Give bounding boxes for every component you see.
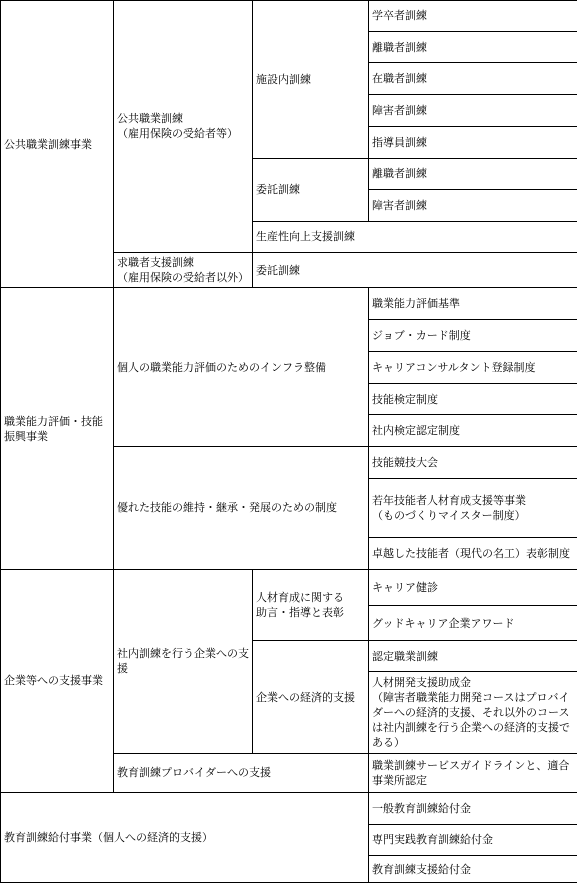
category-public-training: 公共職業訓練事業: [1, 1, 114, 288]
infra-cell: 個人の職業能力評価のためのインフラ整備: [114, 288, 369, 447]
provider-support-cell: 教育訓練プロバイダーへの支援: [114, 753, 369, 792]
in-facility-item: 学卒者訓練: [369, 1, 577, 32]
infra-item: ジョブ・カード制度: [369, 320, 577, 352]
in-house-training-cell: 社内訓練を行う企業への支援: [114, 569, 253, 753]
table-row: [1, 792, 577, 824]
public-vocational-training-cell: 公共職業訓練 （雇用保険の受給者等）: [114, 1, 253, 253]
commissioned-training-cell: 委託訓練: [253, 158, 369, 221]
in-facility-training-cell: 施設内訓練: [253, 1, 369, 159]
infra-item: キャリアコンサルタント登録制度: [369, 351, 577, 383]
skills-item: 卓越した技能者（現代の名工）表彰制度: [369, 538, 577, 570]
table-row: [1, 288, 577, 320]
productivity-training-cell: 生産性向上支援訓練: [253, 222, 577, 253]
job-seeker-commissioned-cell: 委託訓練: [253, 252, 577, 288]
commissioned-item: 障害者訓練: [369, 190, 577, 222]
category-company-support: 企業等への支援事業: [1, 569, 114, 792]
job-seeker-training-cell: 求職者支援訓練 （雇用保険の受給者以外）: [114, 252, 253, 288]
skills-cell: 優れた技能の維持・継承・発展のための制度: [114, 447, 369, 570]
provider-item: 職業訓練サービスガイドラインと、適合事業所認定: [369, 753, 577, 792]
commissioned-item: 離職者訓練: [369, 158, 577, 190]
economic-item: 人材開発支援助成金 （障害者職業能力開発コースはプロバイダーへの経済的支援、それ以外のコースは社内訓練を行う企業への経済的支援である）: [369, 672, 577, 754]
table-row: [1, 1, 577, 32]
infra-item: 社内検定認定制度: [369, 415, 577, 447]
benefit-item: 教育訓練支援給付金: [369, 856, 577, 883]
in-facility-item: 指導員訓練: [369, 126, 577, 158]
skills-item: 若年技能者人材育成支援等事業 （ものづくりマイスター制度）: [369, 478, 577, 537]
infra-item: 職業能力評価基準: [369, 288, 577, 320]
category-benefits: 教育訓練給付事業（個人への経済的支援）: [1, 792, 369, 882]
infra-item: 技能検定制度: [369, 383, 577, 415]
economic-item: 認定職業訓練: [369, 641, 577, 672]
table-row: [1, 569, 577, 605]
hr-advice-item: キャリア健診: [369, 569, 577, 605]
in-facility-item: 離職者訓練: [369, 31, 577, 63]
in-facility-item: 障害者訓練: [369, 95, 577, 127]
benefit-item: 一般教育訓練給付金: [369, 792, 577, 824]
in-facility-item: 在職者訓練: [369, 63, 577, 95]
category-evaluation: 職業能力評価・技能振興事業: [1, 288, 114, 569]
skills-item: 技能競技大会: [369, 447, 577, 479]
hr-advice-cell: 人材育成に関する 助言・指導と表彰: [253, 569, 369, 641]
benefit-item: 専門実践教育訓練給付金: [369, 824, 577, 856]
economic-support-cell: 企業への経済的支援: [253, 641, 369, 754]
hr-advice-item: グッドキャリア企業アワード: [369, 605, 577, 641]
